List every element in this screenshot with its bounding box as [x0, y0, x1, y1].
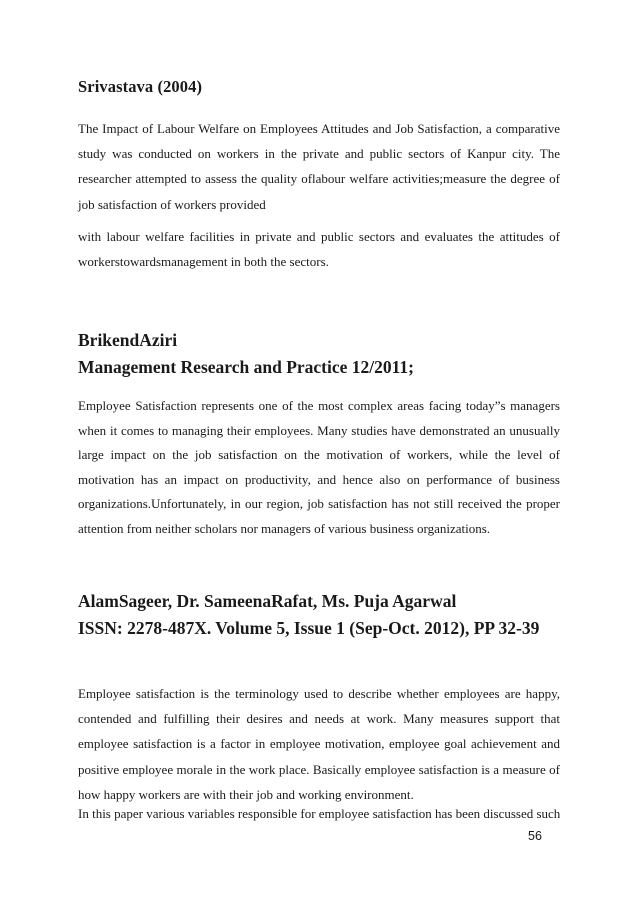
page-number: 56 [528, 829, 542, 843]
paragraph-sageer-2: In this paper various variables responsible for employee satisfaction has been discussed such [78, 806, 561, 821]
paragraph-srivastava-2: with labour welfare facilities in private and public sectors and evaluates the attitudes of workerstowardsmanagement in both the sectors. [78, 229, 560, 270]
section-heading-sageer-authors: AlamSageer, Dr. SameenaRafat, Ms. Puja Agarwal [78, 591, 457, 611]
paragraph-aziri: Employee Satisfaction represents one of the most complex areas facing today”s managers when it comes to managing their employees. Many studies have demonstrated an unusually large impact on the job satisfaction on the motivation of workers, while the level of motivation has an impact on productivity, and hence also on performance of business organizations.Unfortunately, in our region, job satisfaction has not still received the proper attention from neither scholars nor managers of various business organizations. [78, 398, 560, 536]
paragraph-sageer-1: Employee satisfaction is the terminology used to describe whether employees are happy, contended and fulfilling their desires and needs at work. Many measures support that employee satisfaction is a factor in employee motivation, employee goal achievement and positive employee morale in the work place. Basically employee satisfaction is a measure of how happy workers are with their job and working environment. [78, 686, 560, 802]
section-heading-srivastava: Srivastava (2004) [78, 77, 203, 96]
section-heading-aziri-author: BrikendAziri [78, 330, 178, 350]
paragraph-srivastava-1: The Impact of Labour Welfare on Employees Attitudes and Job Satisfaction, a comparative study was conducted on workers in the private and public sectors of Kanpur city. The researcher attempted to assess the quality oflabour welfare activities;measure the degree of job satisfaction of workers provided [78, 121, 560, 212]
section-heading-sageer-source: ISSN: 2278-487X. Volume 5, Issue 1 (Sep-Oct. 2012), PP 32-39 [78, 618, 540, 638]
section-heading-aziri-source: Management Research and Practice 12/2011; [78, 357, 414, 377]
